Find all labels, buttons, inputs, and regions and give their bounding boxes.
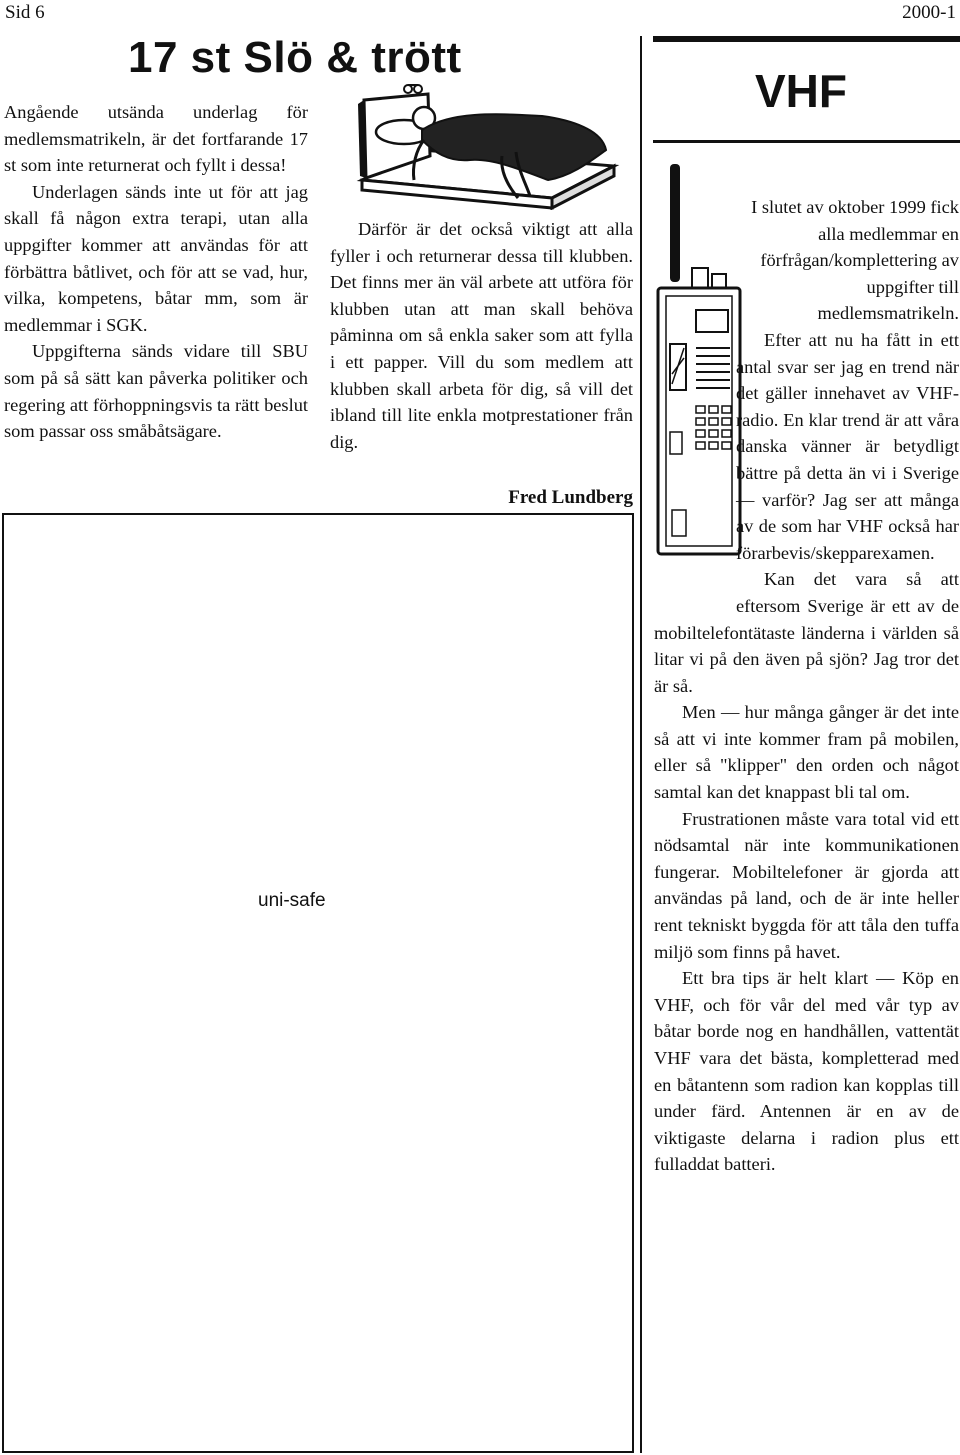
paragraph: Efter att nu ha fått in ett antal svar ser jag en trend när det gäller innehavet av VHF-radio. En klar trend är att våra danska vänner är betydligt bättre på detta än vi i Sverige — varför? Jag ser att många av de som har VHF också har förarbevis/skepparexamen. [736, 329, 959, 563]
vhf-article-column [654, 194, 959, 1178]
paragraph: Angående utsända underlag för medlemsmatrikeln, är det fortfarande 17 st som inte returnerat och fyllt i dessa! [4, 102, 308, 176]
sleeping-person-illustration [352, 80, 624, 210]
paragraph: Ett bra tips är helt klart — Köp en VHF, och för vår del med vår typ av båtar borde nog en handhållen, vattentät VHF vara det bästa, kompletterad med en båtantenn som radion kan kopplas till under färd. Antennen är en av de viktigaste delarna i radion plus ett fulladdat batteri. [654, 968, 959, 1175]
paragraph: I slutet av oktober 1999 fick alla medlemmar en förfrågan/komplettering av uppgifter till medlemsmatrikeln. [751, 197, 959, 324]
paragraph: Uppgifterna sänds vidare till SBU som på så sätt kan påverka politiker och regering att förhoppningsvis ta rätt beslut som passar oss småbåtsägare. [4, 341, 308, 442]
page-number: Sid 6 [5, 2, 45, 23]
paragraph: Underlagen sänds inte ut för att jag skall få någon extra terapi, utan alla uppgifter kommer att användas för att förbättra båtlivet, och för att se vad, hur, vilka, kompetens, båtar mm, som är medlemmar i SGK. [4, 181, 308, 335]
paragraph: Kan det vara så att eftersom Sverige är ett av de mobiltelefontätaste länderna i världen så litar vi på den även på sjön? Jag tror det är så. [654, 569, 959, 696]
sleeping-person-icon [352, 80, 624, 210]
author-signature: Fred Lundberg [508, 487, 633, 508]
advertisement-label: uni-safe [258, 890, 326, 911]
article-column-1 [4, 99, 308, 445]
vhf-title: VHF [755, 65, 847, 117]
radio-wrap-spacer [654, 194, 736, 594]
issue-number: 2000-1 [902, 2, 956, 23]
paragraph: Därför är det också viktigt att alla fyller i och returnerar dessa till klubben. Det finns mer än väl arbete att utföra för klubben utan att man skall behöva påminna om så enkla saker som att fylla i ett papper. Vill du som medlem att klubben skall arbeta för dig, så vill det ibland till lite enkla motprestationer från dig. [330, 219, 633, 452]
paragraph: Frustrationen måste vara total vid ett nödsamtal när inte kommunikationen fungerar. Mobiltelefoner är gjorda att användas på land, och de är inte heller rent tekniskt byggda för att tåla den tuffa miljö som finns på havet. [654, 808, 959, 962]
advertisement-box [2, 513, 634, 1453]
paragraph: Men — hur många gånger är det inte så att vi inte kommer fram på mobilen, eller så "klipper" den orden och något samtal kan det knappast bli tal om. [654, 702, 959, 803]
article-column-2 [330, 216, 633, 455]
column-divider [640, 36, 642, 1453]
vhf-bottom-rule [653, 140, 960, 143]
article-title: 17 st Slö & trött [128, 33, 462, 82]
vhf-top-rule [653, 36, 960, 42]
